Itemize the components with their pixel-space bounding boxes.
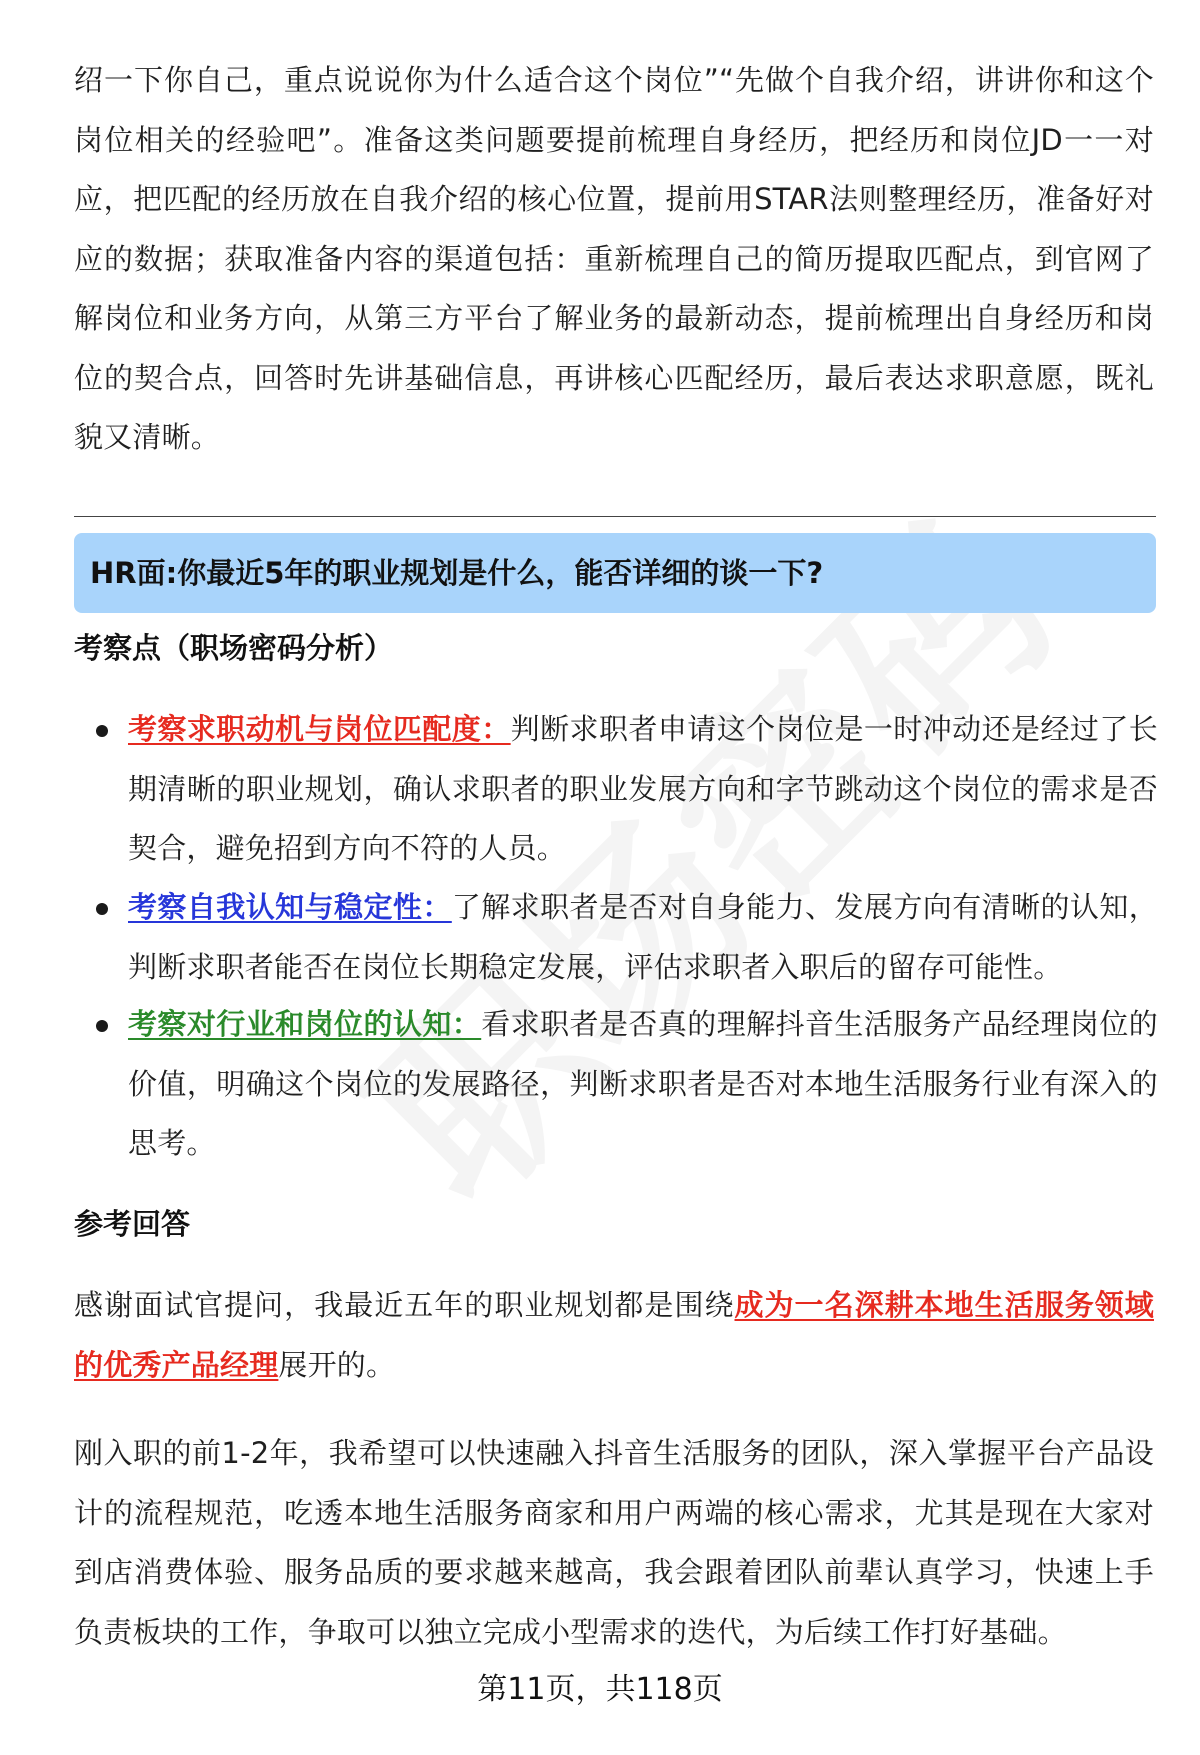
bullet-dot	[96, 1020, 108, 1032]
intro-paragraph: 绍一下你自己，重点说说你为什么适合这个岗位”“先做个自我介绍，讲讲你和这个岗位相关的经验吧”。准备这类问题要提前梳理自身经历，把经历和岗位JD一一对应，把匹配的经历放在自我介绍的核心位置，提前用STAR法则整理经历，准备好对应的数据；获取准备内容的渠道包括：重新梳理自己的简历提取匹配点，到官网了解岗位和业务方向，从第三方平台了解业务的最新动态，提前梳理出自身经历和岗位的契合点，回答时先讲基础信息，再讲核心匹配经历，最后表达求职意愿，既礼貌又清晰。	[74, 63, 1154, 454]
analysis-heading: 考察点（职场密码分析）	[74, 631, 394, 665]
bullet-label: 考察对行业和岗位的认知：	[128, 1007, 482, 1041]
question-title: HR面:你最近5年的职业规划是什么，能否详细的谈一下?	[90, 556, 824, 590]
bullet-dot	[96, 725, 108, 737]
list-item	[128, 700, 1158, 879]
list-item	[128, 878, 1158, 997]
bullet-label: 考察求职动机与岗位匹配度：	[128, 712, 511, 746]
answer-text: 展开的。	[278, 1347, 396, 1382]
page-number: 第11页，共118页	[477, 1672, 723, 1707]
list-item	[128, 995, 1158, 1174]
answer-paragraph-2: 刚入职的前1-2年，我希望可以快速融入抖音生活服务的团队，深入掌握平台产品设计的流程规范，吃透本地生活服务商家和用户两端的核心需求，尤其是现在大家对到店消费体验、服务品质的要求越来越高，我会跟着团队前辈认真学习，快速上手负责板块的工作，争取可以独立完成小型需求的迭代，为后续工作打好基础。	[74, 1436, 1154, 1649]
answer-heading: 参考回答	[74, 1207, 191, 1241]
bullet-label: 考察自我认知与稳定性：	[128, 890, 452, 924]
bullet-dot	[96, 903, 108, 915]
bullet-text: 判断求职者申请这个岗位是一时冲动还是经过了长期清晰的职业规划，确认求职者的职业发展方向和字节跳动这个岗位的需求是否契合，避免招到方向不符的人员。	[128, 712, 1158, 865]
question-box	[74, 533, 1156, 613]
divider	[74, 516, 1156, 517]
bullet-text: 看求职者是否真的理解抖音生活服务产品经理岗位的价值，明确这个岗位的发展路径，判断求职者是否对本地生活服务行业有深入的思考。	[128, 1007, 1158, 1160]
answer-highlight: 成为一名深耕本地生活服务领域的优秀产品经理	[74, 1288, 1154, 1382]
answer-text: 感谢面试官提问，我最近五年的职业规划都是围绕	[74, 1288, 735, 1322]
answer-paragraph-1	[74, 1276, 1154, 1395]
bullet-text: 了解求职者是否对自身能力、发展方向有清晰的认知，判断求职者能否在岗位长期稳定发展，评估求职者入职后的留存可能性。	[128, 890, 1158, 984]
